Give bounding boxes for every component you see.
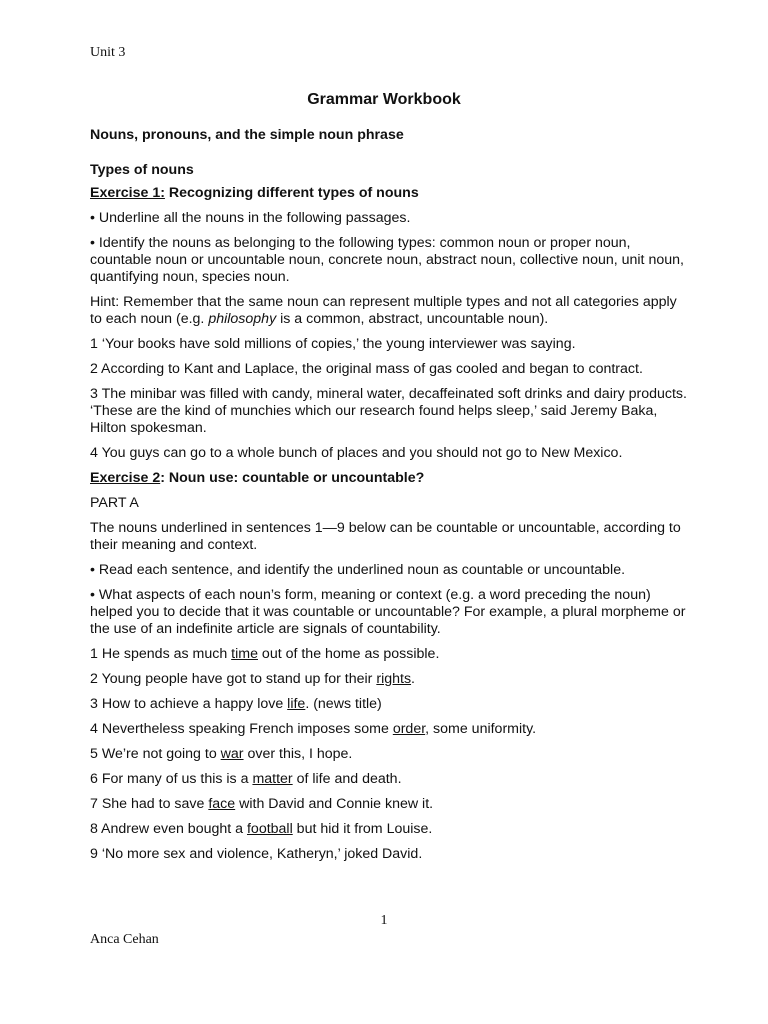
sentence-text: with David and Connie knew it. <box>235 796 434 812</box>
exercise2-part: PART A <box>90 495 139 511</box>
sentence-text: , some uniformity. <box>425 721 537 737</box>
exercise1-item: 2 According to Kant and Laplace, the original mass of gas cooled and began to contract. <box>90 361 643 377</box>
exercise1-item: 4 You guys can go to a whole bunch of places and you should not go to New Mexico. <box>90 445 623 461</box>
chapter-subtitle: Nouns, pronouns, and the simple noun phrase <box>90 127 404 143</box>
exercise2-sentence <box>90 746 690 763</box>
sentence-text: of life and death. <box>292 771 402 787</box>
exercise2-intro: The nouns underlined in sentences 1—9 below can be countable or uncountable, according to their meaning and context. <box>90 520 681 553</box>
sentence-text: 4 Nevertheless speaking French imposes some <box>90 721 393 737</box>
sentence-text: out of the home as possible. <box>257 646 440 662</box>
underlined-noun: war <box>220 746 244 762</box>
underlined-noun: order <box>392 721 426 737</box>
exercise2-instruction-1: • Read each sentence, and identify the underlined noun as countable or uncountable. <box>90 562 626 578</box>
sentence-text: . <box>411 671 415 687</box>
exercise2-title: : Noun use: countable or uncountable? <box>160 470 425 486</box>
underlined-noun: face <box>208 796 236 812</box>
exercise2-instruction-2: • What aspects of each noun’s form, meaning or context (e.g. a word preceding the noun) helped you to decide that it was countable or uncountable? For example, a plural morpheme or the use of an indefinite article are signals of countability. <box>90 587 686 637</box>
exercise1-label: Exercise 1: <box>90 185 165 201</box>
exercise2-sentence <box>90 846 690 863</box>
underlined-noun: rights <box>376 671 412 687</box>
section-heading: Types of nouns <box>90 162 194 178</box>
exercise2-sentence <box>90 796 690 813</box>
sentence-text: over this, I hope. <box>243 746 353 762</box>
page-number: 1 <box>380 913 388 928</box>
page-title: Grammar Workbook <box>307 91 461 108</box>
sentence-text: 8 Andrew even bought a <box>90 821 247 837</box>
hint-example-word: philosophy <box>208 311 277 327</box>
exercise2-label: Exercise 2 <box>90 470 161 486</box>
sentence-text: 1 He spends as much <box>90 646 232 662</box>
document-body <box>90 127 690 871</box>
exercise2-sentence <box>90 771 690 788</box>
sentence-text: and violence, Katheryn,’ joked David. <box>185 846 423 862</box>
sentence-text: 3 How to achieve a happy love <box>90 696 288 712</box>
sentence-noun: sex <box>163 846 186 862</box>
underlined-noun: matter <box>252 771 293 787</box>
sentence-text: 5 We’re not going to <box>90 746 221 762</box>
author-name: Anca Cehan <box>90 932 159 947</box>
sentence-text: 9 ‘No more <box>90 846 164 862</box>
hint-text-start: Hint: Remember that the same noun can represent multiple types and not all categories apply to each noun (e.g. <box>90 294 677 327</box>
sentence-text: but hid it from Louise. <box>292 821 433 837</box>
underlined-noun: life <box>287 696 306 712</box>
hint-text-end: is a common, abstract, uncountable noun). <box>276 311 549 327</box>
sentence-text: . (news title) <box>305 696 382 712</box>
sentence-text: 6 For many of us this is a <box>90 771 253 787</box>
underlined-noun: time <box>231 646 258 662</box>
sentence-text: 7 She had to save <box>90 796 209 812</box>
exercise2-heading <box>90 470 690 487</box>
exercise1-heading <box>90 185 690 202</box>
exercise2-sentence <box>90 696 690 713</box>
underlined-noun: football <box>246 821 293 837</box>
exercise1-title: Recognizing different types of nouns <box>164 185 419 201</box>
exercise1-instruction-1: • Underline all the nouns in the following passages. <box>90 210 411 226</box>
sentence-text: 2 Young people have got to stand up for their <box>90 671 377 687</box>
unit-label: Unit 3 <box>90 45 126 60</box>
exercise1-hint <box>90 294 690 328</box>
exercise1-item: 1 ‘Your books have sold millions of copies,’ the young interviewer was saying. <box>90 336 576 352</box>
exercise1-instruction-2: • Identify the nouns as belonging to the following types: common noun or proper noun, countable noun or uncountable noun, concrete noun, abstract noun, collective noun, unit noun, quantifying noun, species noun. <box>90 235 684 285</box>
exercise2-sentence <box>90 646 690 663</box>
exercise2-sentence <box>90 671 690 688</box>
exercise2-sentence <box>90 721 690 738</box>
exercise1-item: 3 The minibar was filled with candy, mineral water, decaffeinated soft drinks and dairy products. ‘These are the kind of munchies which our research found helps sleep,’ said Jeremy Baka, Hilton spokesman. <box>90 386 687 436</box>
exercise2-sentence <box>90 821 690 838</box>
